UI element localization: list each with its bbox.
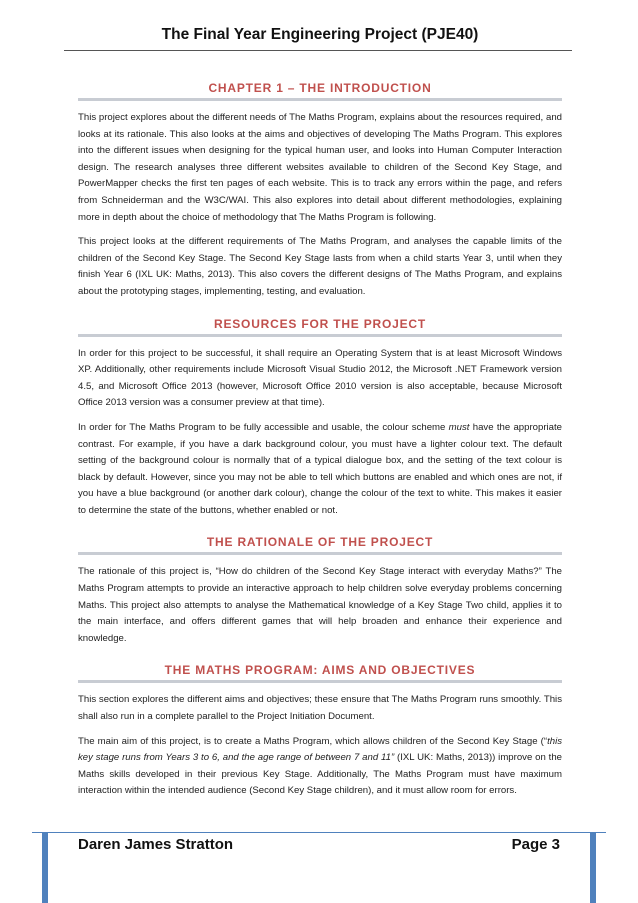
body-paragraph-emphasis [78, 420, 562, 520]
paragraph-text: (IXL UK: Maths, 2013)) improve on the Maths skills developed in their previous Key Stage. Additionally, The Maths Program must have maximum interaction within the intended audience (Second Key Stage children), and it must allow room for errors. [78, 752, 563, 797]
body-paragraph: This project explores about the different needs of The Maths Program, explains about the resources required, and looks at its rationale. This also looks at the aims and objectives of developing The Maths Program. This explores into the different issues when designing for the typical human user, and looks into Human Computer Interaction design. The research analyses three different websites available to children of the Second Key Stage, and PowerMapper checks the first ten pages of each website. This is to track any errors within the page, and refers from Schneiderman and the W3C/WAI. This also explores into detail about different methodologies, explaining more in depth about the choice of methodology that The Maths Program is following. [78, 112, 562, 223]
footer-left-bar [42, 833, 48, 903]
paragraph-text: In order for The Maths Program to be fully accessible and usable, the colour scheme [78, 421, 449, 433]
emphasized-text: must [448, 421, 470, 433]
body-paragraph: This project looks at the different requirements of The Maths Program, and analyses the capable limits of the children of the Second Key Stage. The Second Key Stage lasts from when a child starts Year 3, until when they finish Year 6 (IXL UK: Maths, 2013). This also covers the different designs of The Maths Program, and explains about the prototyping stages, implementing, testing, and evaluation. [78, 236, 562, 297]
body-paragraph: The rationale of this project is, “How do children of the Second Key Stage interact with everyday Maths?” The Maths Program attempts to provide an interactive approach to help children solve everyday problems concerning Maths. This project also attempts to analyse the Mathematical knowledge of a Key Stage Two child, applies it to the main interface, and offers different games that will help broaden and enhance their experience and knowledge. [78, 566, 562, 644]
page-header-title: The Final Year Engineering Project (PJE40) [161, 26, 479, 43]
body-paragraph: This section explores the different aims and objectives; these ensure that The Maths Program runs smoothly. This shall also run in a complete parallel to the Project Initiation Document. [78, 694, 562, 723]
header-divider [64, 50, 572, 51]
page-number: Page 3 [511, 836, 560, 853]
section-heading-resources: RESOURCES FOR THE PROJECT [78, 317, 562, 337]
chapter-heading: CHAPTER 1 – THE INTRODUCTION [78, 81, 562, 101]
footer-right-bar [590, 833, 596, 903]
body-paragraph-emphasis [78, 734, 562, 800]
section-heading-aims: THE MATHS PROGRAM: AIMS AND OBJECTIVES [78, 663, 562, 683]
paragraph-text: The main aim of this project, is to create a Maths Program, which allows children of the Second Key Stage (“ [78, 735, 548, 747]
body-paragraph: In order for this project to be successful, it shall require an Operating System that is at least Microsoft Windows XP. Additionally, other requirements include Microsoft Visual Studio 2012, the Microsoft .NET Framework version 4.5, and Microsoft Office 2013 (however, Microsoft Office 2010 version is also acceptable, because Microsoft Office 2013 version was a consumer preview at that time). [78, 347, 562, 409]
footer-author: Daren James Stratton [78, 836, 234, 853]
section-heading-rationale: THE RATIONALE OF THE PROJECT [78, 535, 562, 555]
emphasized-text: this key stage runs from Years 3 to 6, and the age range of between 7 and 11” [78, 735, 562, 764]
footer-divider [32, 832, 606, 833]
document-body [78, 58, 562, 808]
paragraph-text: have the appropriate contrast. For example, if you have a dark background colour, you must have a lighter colour text. The default setting of the background colour is normally that of a typical dialogue box, and the setting of the text colour is black by default. However, since you may not be able to tell which buttons are enabled and which ones are not, if you have a blue background (or another dark colour), change the colour of the text to white. This makes it easier to determine the state of the buttons, whether enabled or not. [78, 421, 562, 516]
